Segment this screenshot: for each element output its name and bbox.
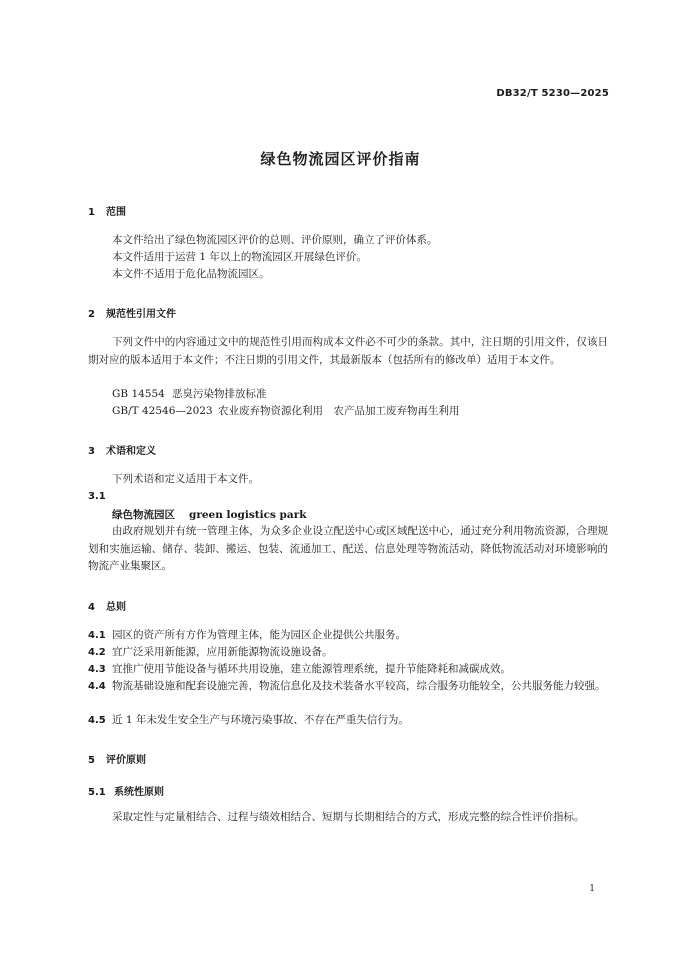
subsection-number: 5.1	[88, 787, 106, 798]
reference-name: 恶臭污染物排放标准	[172, 388, 267, 400]
paragraph: 本文件不适用于危化品物流园区。	[112, 268, 270, 280]
term-english: green logistics park	[189, 509, 307, 521]
term-definition: 由政府规划并有统一管理主体，为众多企业设立配送中心或区域配送中心，通过充分利用物流资源，合理规划和实施运输、储存、装卸、搬运、包装、流通加工、配送、信息处理等物流活动，降低物流活动对环境影响的物流产业集聚区。	[88, 525, 608, 572]
paragraph: 本文件给出了绿色物流园区评价的总则、评价原则，确立了评价体系。	[112, 234, 438, 246]
term-chinese: 绿色物流园区	[112, 509, 175, 521]
clause-text: 近 1 年未发生安全生产与环境污染事故、不存在严重失信行为。	[112, 714, 409, 726]
section-5-heading	[88, 751, 146, 766]
section-title: 总则	[106, 602, 126, 613]
clause-item	[88, 678, 608, 696]
section-number: 3	[88, 446, 95, 457]
clause-item	[88, 627, 608, 645]
paragraph: 下列文件中的内容通过文中的规范性引用而构成本文件必不可少的条款。其中，注日期的引用文件，仅该日期对应的版本适用于本文件；不注日期的引用文件，其最新版本（包括所有的修改单）适用于本文件。	[88, 336, 608, 366]
clause-text: 宜推广使用节能设备与循环共用设施，建立能源管理系统，提升节能降耗和减碳成效。	[112, 663, 511, 675]
section-title: 规范性引用文件	[106, 309, 176, 320]
clause-item	[88, 644, 608, 662]
section-1-heading	[88, 203, 126, 218]
reference-code: GB 14554	[112, 388, 165, 400]
term-number: 3.1	[88, 491, 106, 502]
section-4-heading	[88, 598, 126, 613]
section-3-heading	[88, 442, 156, 457]
section-number: 1	[88, 207, 95, 218]
clause-item	[88, 661, 608, 679]
section-number: 4	[88, 602, 95, 613]
paragraph: 采取定性与定量相结合、过程与绩效相结合、短期与长期相结合的方式，形成完整的综合性评价指标。	[112, 811, 585, 823]
section-title: 评价原则	[106, 755, 146, 766]
clause-number: 4.5	[88, 715, 106, 726]
clause-number: 4.4	[88, 681, 106, 692]
reference-code: GB/T 42546—2023	[112, 405, 213, 417]
term-title	[112, 507, 307, 522]
clause-number: 4.1	[88, 630, 106, 641]
reference-name: 农业废弃物资源化利用 农产品加工废弃物再生利用	[218, 405, 460, 417]
standard-code: DB32/T 5230—2025	[496, 88, 609, 99]
clause-text: 物流基础设施和配套设施完善，物流信息化及技术装备水平较高，综合服务功能较全，公共服务能力较强。	[112, 680, 606, 692]
clause-text: 园区的资产所有方作为管理主体，能为园区企业提供公共服务。	[112, 629, 406, 641]
section-2-heading	[88, 305, 176, 320]
section-number: 2	[88, 309, 95, 320]
clause-number: 4.3	[88, 664, 106, 675]
paragraph: 本文件适用于运营 1 年以上的物流园区开展绿色评价。	[112, 251, 367, 263]
section-title: 术语和定义	[106, 446, 156, 457]
clause-text: 宜广泛采用新能源，应用新能源物流设施设备。	[112, 646, 333, 658]
page-number: 1	[589, 884, 595, 894]
section-number: 5	[88, 755, 95, 766]
section-title: 范围	[106, 207, 126, 218]
document-title: 绿色物流园区评价指南	[260, 150, 421, 168]
reference-item	[112, 403, 460, 421]
subsection-5-1-heading	[88, 783, 164, 798]
clause-number: 4.2	[88, 647, 106, 658]
paragraph: 下列术语和定义适用于本文件。	[112, 473, 259, 485]
clause-item	[88, 712, 608, 730]
subsection-title: 系统性原则	[114, 787, 164, 798]
reference-item	[112, 386, 267, 404]
